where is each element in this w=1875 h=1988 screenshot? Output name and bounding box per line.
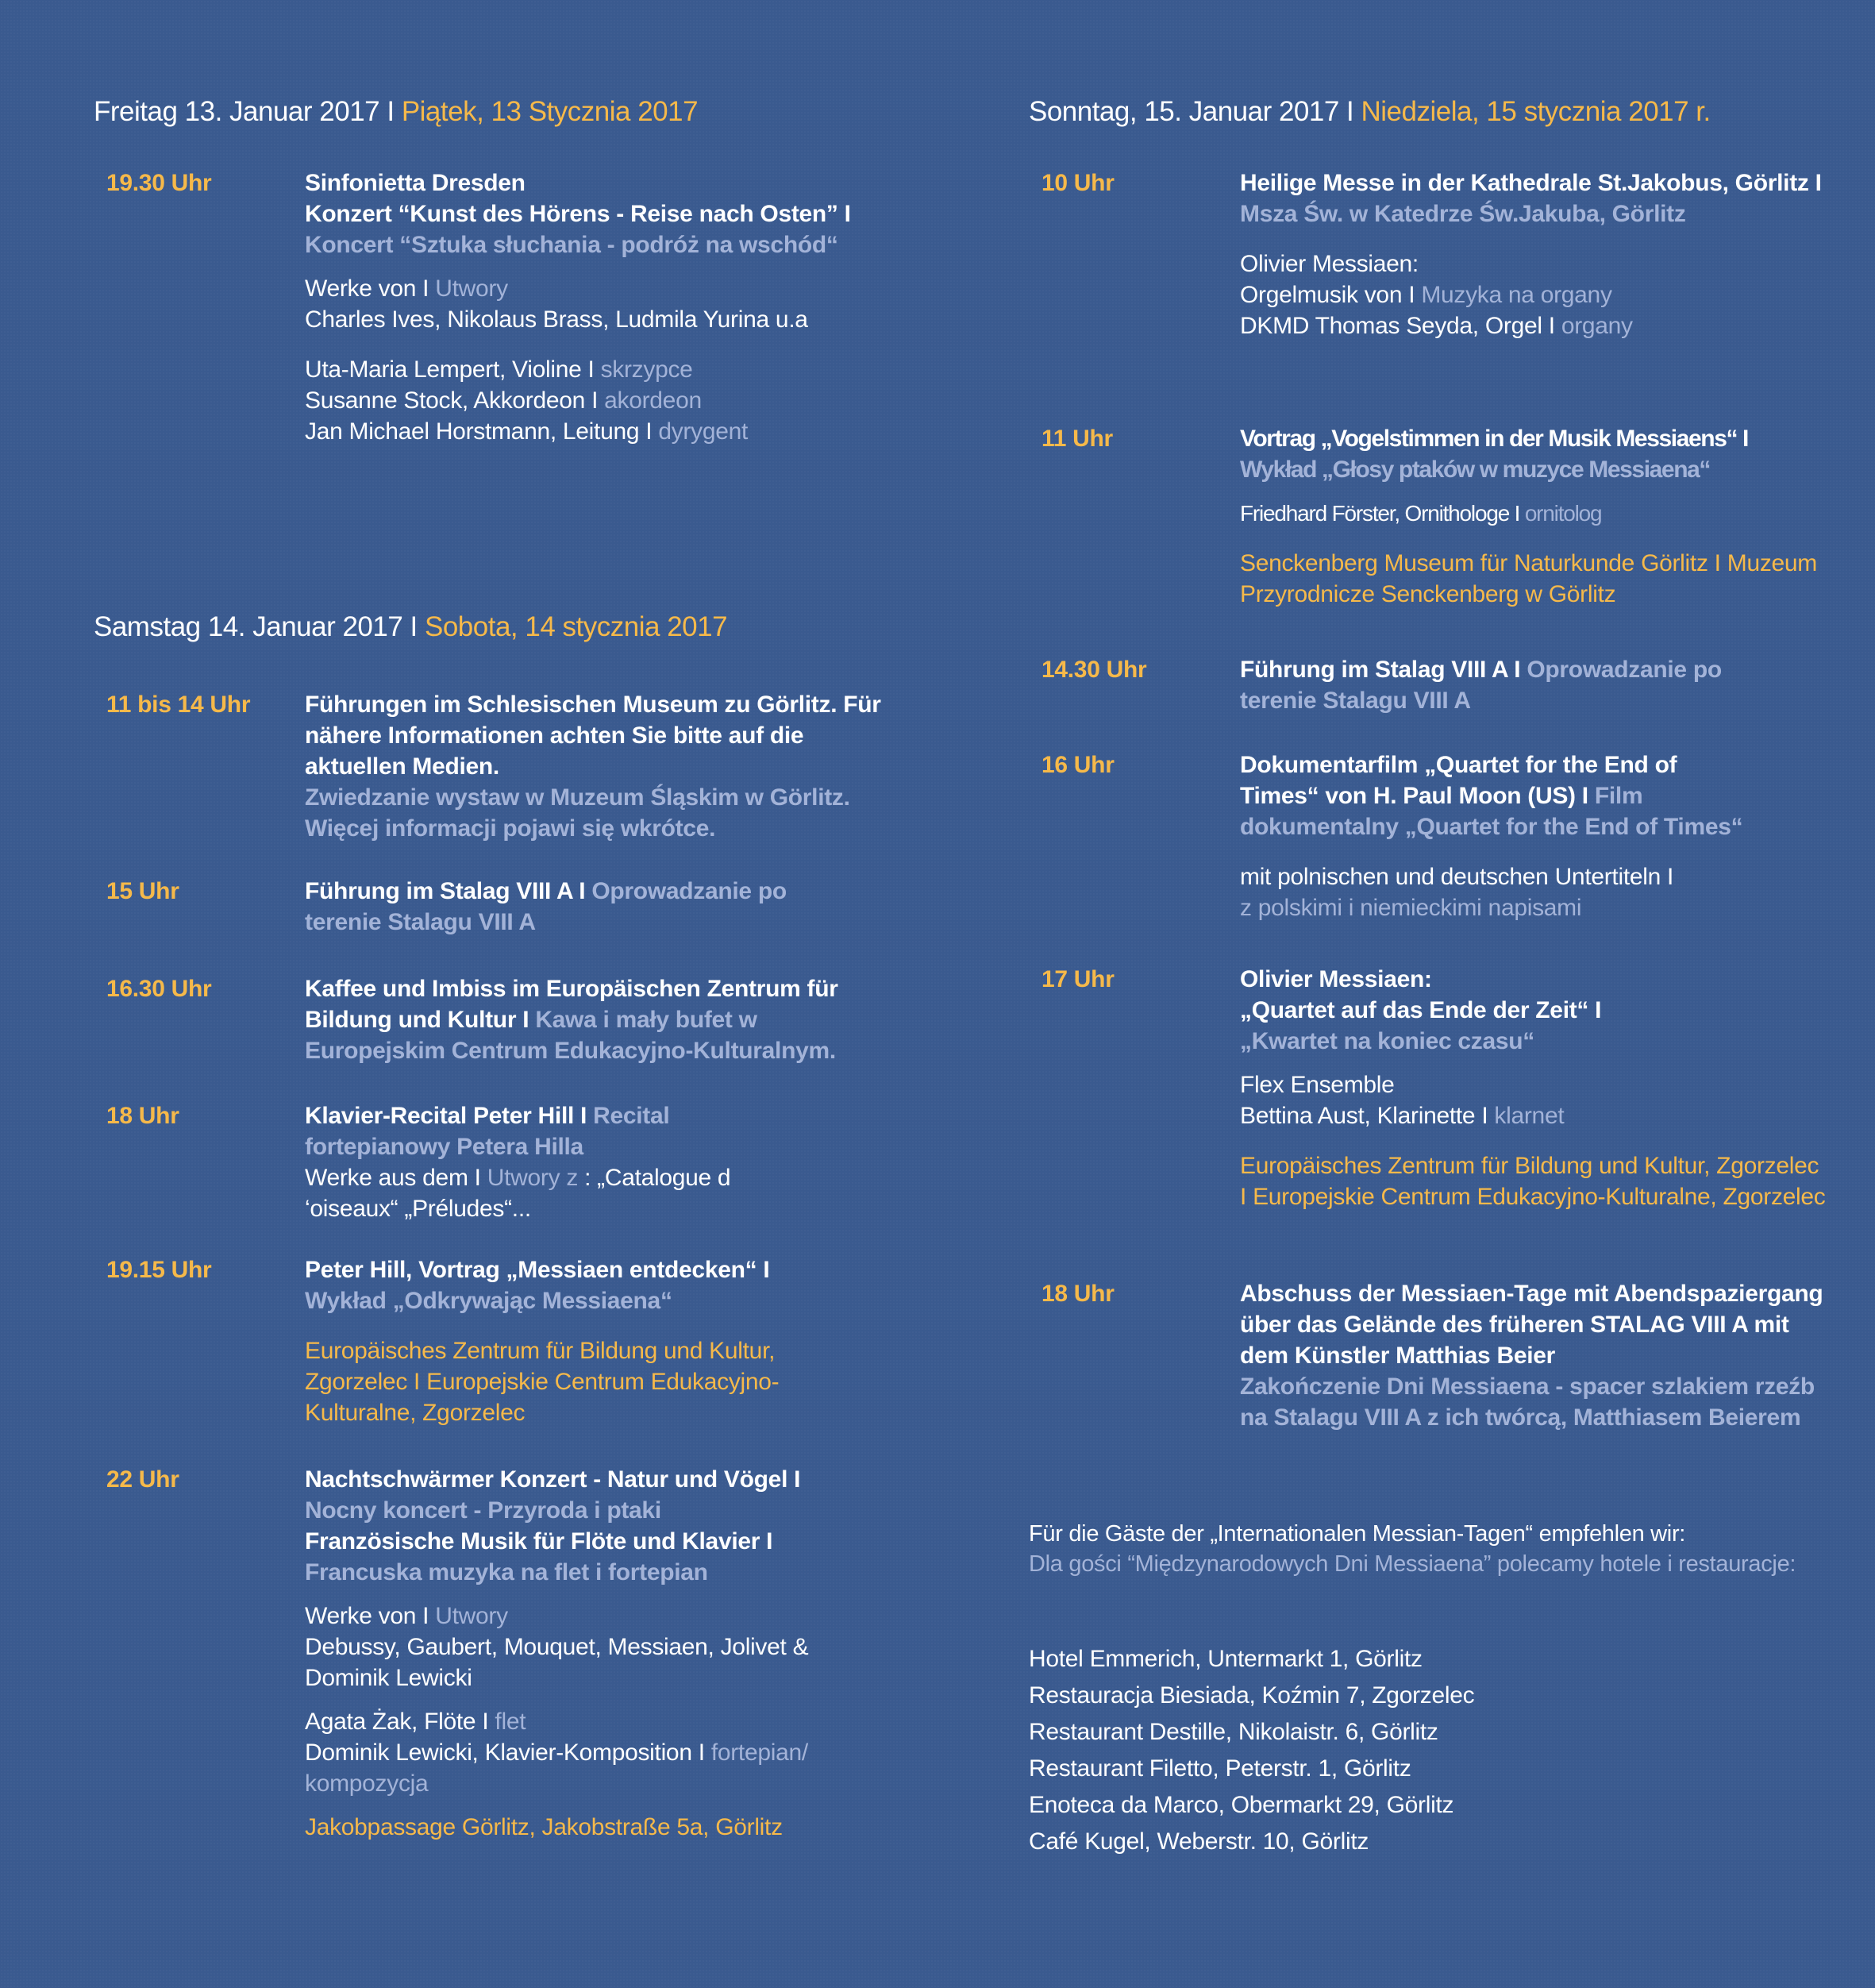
works-de: Werke von I [305, 1603, 436, 1629]
works-pl: Utwory [435, 1603, 508, 1629]
event-time: 11 bis 14 Uhr [106, 692, 251, 718]
event-time: 19.30 Uhr [106, 170, 212, 196]
speaker-pl: ornitolog [1524, 501, 1602, 526]
event-time: 18 Uhr [106, 1103, 179, 1129]
day-pl: Piątek, 13 Stycznia 2017 [401, 96, 699, 127]
event-time: 16.30 Uhr [106, 976, 212, 1002]
performer [305, 1706, 853, 1737]
event-venue: Senckenberg Museum für Naturkunde Görlitz I Muzeum Przyrodnicze Senckenberg w Görlitz [1240, 550, 1817, 607]
day-de: Freitag 13. Januar 2017 I [94, 96, 402, 127]
performer-pl: fortepian/ kompozycja [305, 1740, 808, 1797]
event-time: 17 Uhr [1041, 966, 1115, 992]
event-de: Nachtschwärmer Konzert - Natur und Vögel I [305, 1466, 801, 1493]
event-pl: Nocny koncert - Przyroda i ptaki [305, 1497, 661, 1524]
event-description [305, 1100, 797, 1224]
detail-pl: Muzyka na organy [1421, 282, 1612, 308]
event-de: Führungen im Schlesischen Museum zu Görlitz. Für nähere Informationen achten Sie bitte auf die aktuellen Medien. [305, 692, 881, 780]
detail-pl: organy [1561, 313, 1633, 339]
event-pl: Zakończenie Dni Messiaena - spacer szlakiem rzeźb na Stalagu VIII A z ich twórcą, Matthiasem Beierem [1240, 1373, 1815, 1431]
event-title-de: Konzert “Kunst des Hörens - Reise nach Osten” I [305, 201, 851, 227]
event-time: 10 Uhr [1041, 170, 1115, 196]
works [305, 1162, 797, 1224]
event-de: Führung im Stalag VIII A I [1240, 657, 1527, 683]
day-heading-friday [94, 96, 698, 128]
hotel-item: Café Kugel, Weberstr. 10, Görlitz [1029, 1828, 1369, 1855]
event-description [305, 168, 892, 447]
event-time: 15 Uhr [106, 878, 179, 904]
event-pl: Wykład „Głosy ptaków w muzyce Messiaena“ [1240, 457, 1711, 483]
event-de: Dokumentarfilm „Quartet for the End of Times“ von H. Paul Moon (US) I [1240, 752, 1677, 809]
performer-de: Uta-Maria Lempert, Violine I [305, 356, 601, 383]
event-pl: Wykład „Odkrywając Messiaena“ [305, 1288, 672, 1314]
works-composers: Debussy, Gaubert, Mouquet, Messiaen, Jolivet & Dominik Lewicki [305, 1634, 809, 1691]
event-de: Abschuss der Messiaen-Tage mit Abendspaziergang über das Gelände des früheren STALAG VIII A mit dem Künstler Matthias Beier [1240, 1281, 1823, 1369]
event-de: „Quartet auf das Ende der Zeit“ I [1240, 997, 1602, 1023]
event-pl: Oprowadzanie po terenie Stalagu VIII A [305, 878, 787, 935]
performer-pl: akordeon [604, 387, 702, 414]
event-description [1240, 964, 1827, 1212]
event-description [1240, 168, 1827, 341]
event-time: 19.15 Uhr [106, 1257, 212, 1283]
day-de: Samstag 14. Januar 2017 I [94, 611, 425, 642]
event-pl: Francuska muzyka na flet i fortepian [305, 1559, 708, 1585]
works-pl: Utwory [435, 275, 508, 302]
event-de: Französische Musik für Flöte und Klavier I [305, 1528, 773, 1555]
performer [305, 1737, 853, 1799]
guests-note-de: Für die Gäste der „Internationalen Messian-Tagen“ empfehlen wir: [1029, 1521, 1686, 1547]
subtitles-de: mit polnischen und deutschen Untertiteln I [1240, 864, 1674, 890]
performers [305, 354, 892, 447]
performer [1240, 1100, 1827, 1131]
event-de: Klavier-Recital Peter Hill I [305, 1103, 594, 1129]
event-de: Olivier Messiaen: [1240, 966, 1432, 992]
day-heading-sunday [1029, 96, 1711, 128]
detail-de: Orgelmusik von I [1240, 282, 1422, 308]
event-venue: Europäisches Zentrum für Bildung und Kultur, Zgorzelec I Europejskie Centrum Edukacyjno-Kulturalne, Zgorzelec [305, 1338, 780, 1426]
hotel-item: Restaurant Filetto, Peterstr. 1, Görlitz [1029, 1755, 1411, 1782]
works [305, 273, 892, 335]
event-description [305, 1464, 853, 1843]
event-time: 22 Uhr [106, 1466, 179, 1493]
works-de: Werke von I [305, 275, 436, 302]
works-list: : „Catalogue d ‘oiseaux“ „Préludes“... [305, 1165, 731, 1222]
performer-de: Susanne Stock, Akkordeon I [305, 387, 605, 414]
detail-line [1240, 310, 1827, 341]
hotel-item: Hotel Emmerich, Untermarkt 1, Görlitz [1029, 1646, 1423, 1672]
event-venue: Jakobpassage Görlitz, Jakobstraße 5a, Görlitz [305, 1814, 783, 1840]
performer [305, 354, 892, 385]
day-de: Sonntag, 15. Januar 2017 I [1029, 96, 1361, 127]
performer-pl: flet [495, 1709, 526, 1735]
performer-de: Dominik Lewicki, Klavier-Komposition I [305, 1740, 711, 1766]
event-description [1240, 1278, 1827, 1433]
performer [305, 416, 892, 447]
works-de: Werke aus dem I [305, 1165, 487, 1191]
detail-de: DKMD Thomas Seyda, Orgel I [1240, 313, 1561, 339]
hotel-item: Restaurant Destille, Nikolaistr. 6, Görlitz [1029, 1719, 1438, 1745]
event-de: Peter Hill, Vortrag „Messiaen entdecken“ I [305, 1257, 770, 1283]
day-heading-saturday [94, 611, 727, 643]
hotel-item: Enoteca da Marco, Obermarkt 29, Görlitz [1029, 1792, 1454, 1818]
event-pl: Msza Św. w Katedrze Św.Jakuba, Görlitz [1240, 201, 1686, 227]
performer-pl: skrzypce [600, 356, 693, 383]
guests-note [1029, 1519, 1823, 1579]
event-description [305, 876, 797, 938]
hotel-item: Restauracja Biesiada, Koźmin 7, Zgorzelec [1029, 1682, 1475, 1709]
event-pl: „Kwartet na koniec czasu“ [1240, 1028, 1534, 1054]
event-description [305, 973, 892, 1066]
event-description [1240, 423, 1827, 610]
event-title-pl: Koncert “Sztuka słuchania - podróż na wschód“ [305, 232, 838, 258]
works-composers: Charles Ives, Nikolaus Brass, Ludmila Yurina u.a [305, 306, 808, 333]
event-pl: Kawa i mały bufet w Europejskim Centrum Edukacyjno-Kulturalnym. [305, 1007, 836, 1064]
speaker [1240, 498, 1827, 529]
performer-pl: dyrygent [658, 418, 749, 445]
event-description [1240, 654, 1732, 716]
performer [305, 385, 892, 416]
works-pl: Utwory z [487, 1165, 579, 1191]
event-details [1240, 248, 1827, 341]
guests-note-pl: Dla gości “Międzynarodowych Dni Messiaena” polecamy hotele i restauracje: [1029, 1551, 1796, 1577]
composer: Olivier Messiaen: [1240, 251, 1419, 277]
event-time: 14.30 Uhr [1041, 657, 1147, 683]
event-venue: Europäisches Zentrum für Bildung und Kultur, Zgorzelec I Europejskie Centrum Edukacyjno-Kulturalne, Zgorzelec [1240, 1153, 1826, 1210]
event-description [305, 689, 892, 844]
event-description [305, 1254, 813, 1428]
event-time: 18 Uhr [1041, 1281, 1115, 1307]
speaker-de: Friedhard Förster, Ornithologe I [1240, 501, 1525, 526]
event-time: 11 Uhr [1041, 426, 1113, 452]
performers [305, 1706, 853, 1799]
ensemble: Flex Ensemble [1240, 1072, 1395, 1098]
event-de: Vortrag „Vogelstimmen in der Musik Messiaens“ I [1240, 426, 1748, 452]
event-description [1240, 749, 1748, 923]
performer-de: Bettina Aust, Klarinette I [1240, 1103, 1495, 1129]
event-pl: Recital fortepianowy Petera Hilla [305, 1103, 670, 1160]
event-de: Führung im Stalag VIII A I [305, 878, 592, 904]
subtitles-pl: z polskimi i niemieckimi napisami [1240, 895, 1582, 921]
works [305, 1601, 853, 1693]
event-pl: Zwiedzanie wystaw w Muzeum Śląskim w Görlitz. Więcej informacji pojawi się wkrótce. [305, 784, 850, 842]
event-pl: Film dokumentalny „Quartet for the End of Times“ [1240, 783, 1743, 840]
event-time: 16 Uhr [1041, 752, 1115, 778]
event-de: Kaffee und Imbiss im Europäischen Zentrum für Bildung und Kultur I [305, 976, 838, 1033]
hotel-list [1029, 1641, 1823, 1860]
event-title: Sinfonietta Dresden [305, 170, 526, 196]
performer-pl: klarnet [1494, 1103, 1565, 1129]
performer-de: Agata Żak, Flöte I [305, 1709, 495, 1735]
event-pl: Oprowadzanie po terenie Stalagu VIII A [1240, 657, 1722, 714]
performers [1240, 1069, 1827, 1131]
detail-line [1240, 279, 1827, 310]
day-pl: Niedziela, 15 stycznia 2017 r. [1361, 96, 1711, 127]
day-pl: Sobota, 14 stycznia 2017 [425, 611, 728, 642]
subtitles [1240, 861, 1748, 923]
event-de: Heilige Messe in der Kathedrale St.Jakobus, Görlitz I [1240, 170, 1822, 196]
performer-de: Jan Michael Horstmann, Leitung I [305, 418, 659, 445]
